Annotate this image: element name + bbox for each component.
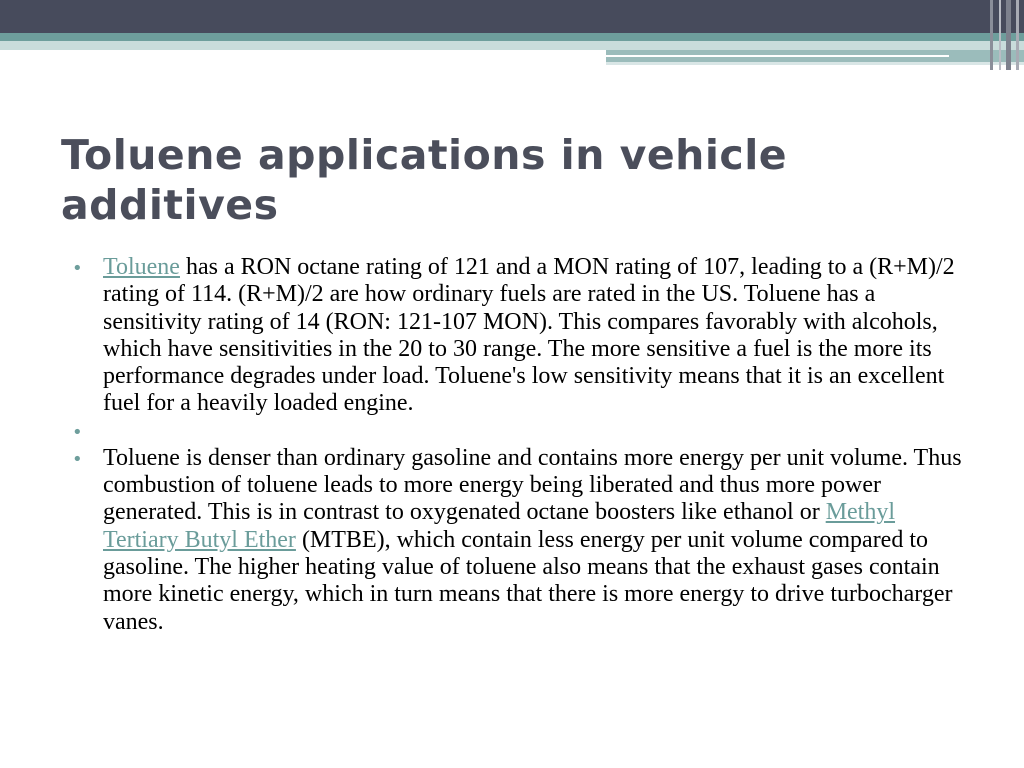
header-band-dark: [0, 0, 1024, 33]
bullet-text: (MTBE), which contain less energy per unit volume compared to gasoline. The higher heating value of toluene also means that the exhaust gases contain more kinetic energy, which in turn means that there is more energy to drive turbocharger vanes.: [103, 526, 953, 635]
header-band-light: [0, 41, 1024, 50]
bullet-icon: •: [72, 421, 83, 443]
header-stripe: [999, 0, 1001, 70]
bullet-list: [72, 254, 972, 636]
bullet-icon: •: [72, 258, 83, 279]
toluene-link[interactable]: Toluene: [103, 254, 180, 280]
bullet-item-toluene-octane: [72, 254, 972, 418]
bullet-text: has a RON octane rating of 121 and a MON rating of 107, leading to a (R+M)/2 rating of 114. (R+M)/2 are how ordinary fuels are rated in the US. Toluene has a sensitivity rating of 14 (RON: 121-107 MON). This compares favorably with alcohols, which have sensitivities in the 20 to 30 range. The more sensitive a fuel is the more its performance degrades under load. Toluene's low sensitivity means that it is an excellent fuel for a heavily loaded engine.: [103, 254, 955, 417]
header-band-step-line: [606, 62, 1024, 65]
header-stripe: [1016, 0, 1019, 70]
header-stripe: [1006, 0, 1011, 70]
header-band-teal: [0, 33, 1024, 41]
mtbe-link[interactable]: Methyl Tertiary Butyl Ether: [103, 499, 896, 553]
slide-title: Toluene applications in vehicle additives: [61, 131, 788, 229]
bullet-item-empty: [72, 418, 972, 445]
bullet-icon: •: [72, 448, 83, 470]
header-band-highlight: [606, 55, 949, 57]
bullet-item-toluene-density: [72, 445, 972, 636]
header-stripe: [990, 0, 993, 70]
bullet-text: Toluene is denser than ordinary gasoline and contains more energy per unit volume. Thus combustion of toluene leads to more energy being liberated and thus more power generated. This is in contrast to oxygenated octane boosters like ethanol or: [103, 444, 962, 526]
